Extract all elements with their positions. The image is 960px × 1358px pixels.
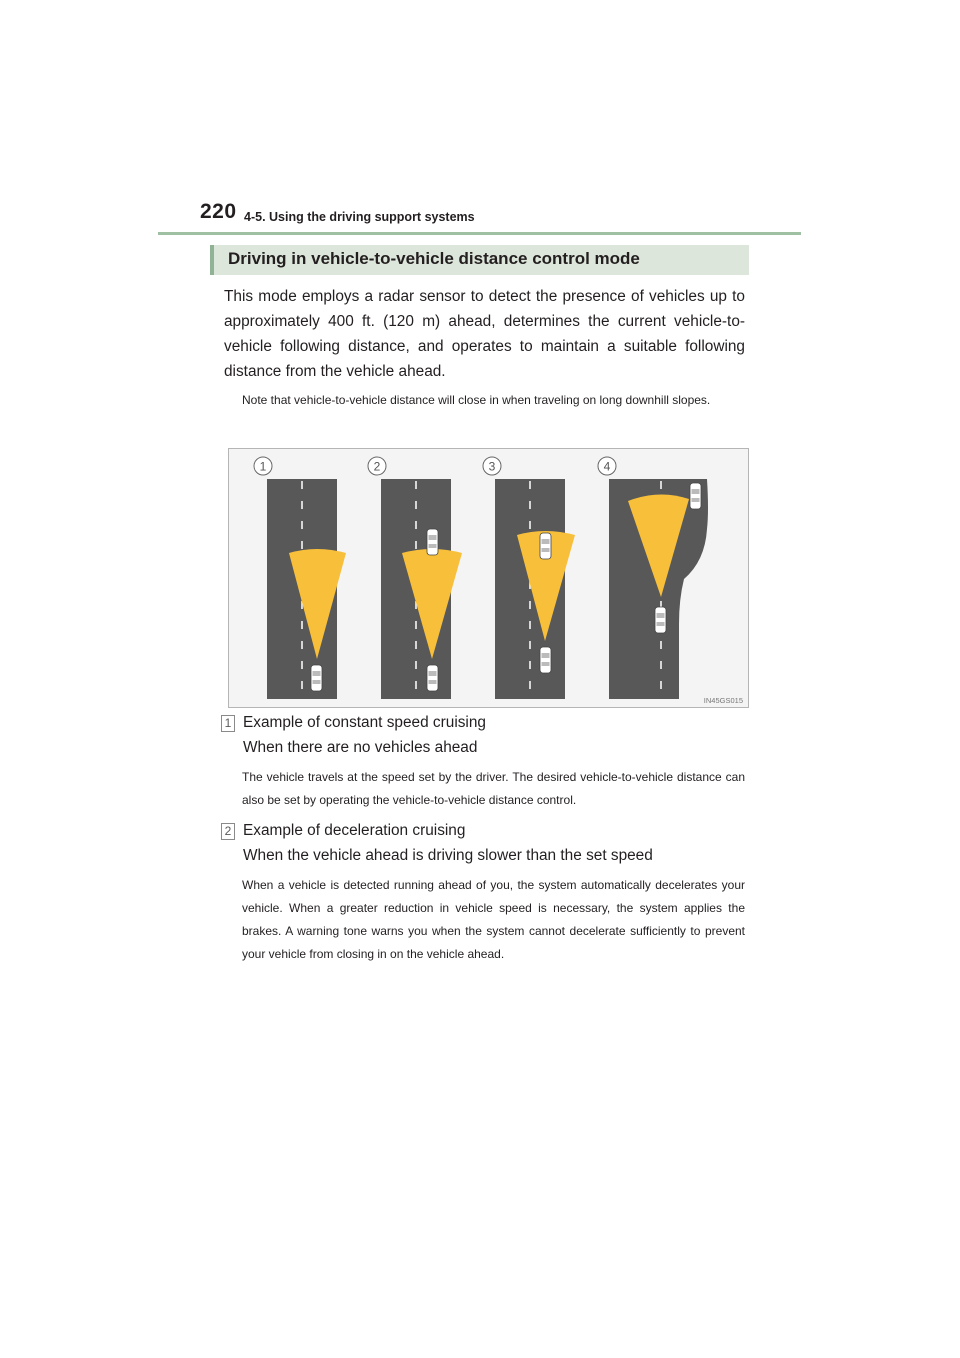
acc-illustration	[228, 448, 749, 708]
own-car-1	[311, 665, 322, 691]
lead-car-2	[427, 529, 438, 555]
callout-3	[483, 457, 501, 475]
note-paragraph: Note that vehicle-to-vehicle distance will close in when traveling on long downhill slopes.	[242, 393, 711, 407]
item-1-body: The vehicle travels at the speed set by the driver. The desired vehicle-to-vehicle distance can also be set by operating the vehicle-to-vehicle distance control.	[242, 770, 745, 807]
item-2-title	[243, 818, 753, 868]
svg-text:3: 3	[488, 459, 496, 474]
svg-text:1: 1	[259, 459, 267, 474]
item-1-title-line2: When there are no vehicles ahead	[243, 739, 478, 756]
lead-car-3	[540, 533, 551, 559]
own-car-3	[540, 647, 551, 673]
header-rule	[158, 232, 801, 235]
merging-car-4	[690, 483, 701, 509]
intro-paragraph: This mode employs a radar sensor to detect the presence of vehicles up to approximately 400 ft. (120 m) ahead, determines the current vehicle-to-vehicle following distance, and operates to maintain a suitable following distance from the vehicle ahead.	[224, 288, 745, 380]
section-heading-bar	[210, 245, 749, 275]
page-number: 220	[200, 200, 237, 223]
chapter-title: 4-5. Using the driving support systems	[244, 210, 475, 224]
svg-text:2: 2	[373, 459, 381, 474]
item-2-body: When a vehicle is detected running ahead of you, the system automatically decelerates your vehicle. When a greater reduction in vehicle speed is necessary, the system applies the brakes. A warning tone warns you when the system cannot decelerate sufficiently to prevent your vehicle from closing in on the vehicle ahead.	[242, 878, 745, 961]
figure-code: IN45GS015	[703, 696, 743, 705]
item-1-number-box: 1	[221, 715, 235, 732]
item-1-title	[243, 710, 753, 760]
item-1-title-line1: Example of constant speed cruising	[243, 714, 486, 731]
item-2-number-box: 2	[221, 823, 235, 840]
own-car-4	[655, 607, 666, 633]
item-2-title-line2: When the vehicle ahead is driving slower than the set speed	[243, 847, 653, 864]
svg-text:4: 4	[603, 459, 611, 474]
own-car-2	[427, 665, 438, 691]
callout-2	[368, 457, 386, 475]
callout-1	[254, 457, 272, 475]
callout-4	[598, 457, 616, 475]
item-2-title-line1: Example of deceleration cruising	[243, 822, 466, 839]
section-title: Driving in vehicle-to-vehicle distance control mode	[228, 249, 640, 268]
